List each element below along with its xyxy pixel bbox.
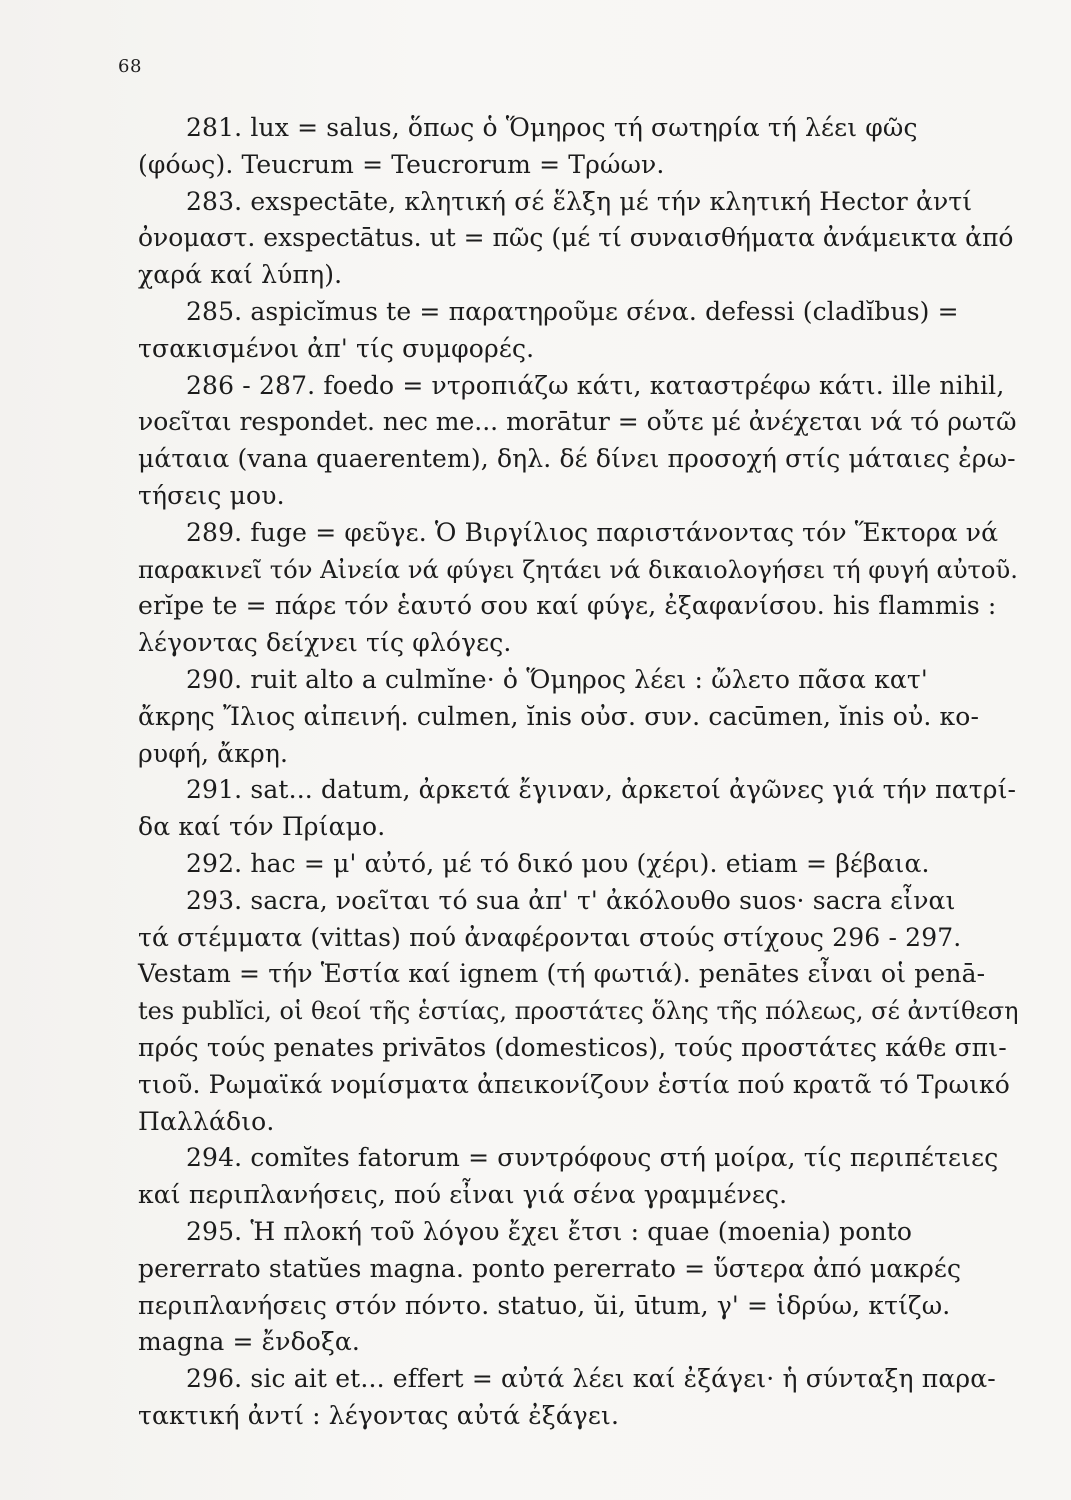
text-line: 285. aspicĭmus te = παρατηροῦμε σένα. defessi (cladĭbus) = — [186, 296, 959, 326]
text-line: ἄκρης Ἴλιος αἰπεινή. culmen, ĭnis οὐσ. συν. cacūmen, ĭnis οὐ. κο- — [138, 701, 980, 731]
text-line: περιπλανήσεις στόν πόντο. statuo, ŭi, ūtum, γ' = ἱδρύω, κτίζω. — [138, 1290, 951, 1320]
text-line: χαρά καί λύπη). — [138, 260, 343, 290]
text-line: (φόως). Teucrum = Teucrorum = Τρώων. — [138, 149, 665, 179]
text-line: 283. exspectāte, κλητική σέ ἕλξη μέ τήν κλητική Hector ἀντί — [186, 186, 973, 216]
text-line: 293. sacra, νοεῖται τό sua ἀπ' τ' ἀκόλουθο suos· sacra εἶναι — [186, 885, 956, 915]
text-line: πρός τούς penates privātos (domesticos), τούς προστάτες κάθε σπι- — [138, 1032, 1007, 1062]
text-line: 296. sic ait et... effert = αὐτά λέει καί ἐξάγει· ἡ σύνταξη παρα- — [186, 1364, 996, 1394]
text-line: Παλλάδιο. — [138, 1106, 275, 1136]
text-line: τήσεις μου. — [138, 480, 285, 510]
text-line: tes publĭci, οἱ θεοί τῆς ἑστίας, προστάτες ὅλης τῆς πόλεως, σέ ἀντίθεση — [138, 997, 1019, 1026]
text-line: καί περιπλανήσεις, πού εἶναι γιά σένα γραμμένες. — [138, 1180, 788, 1210]
text-line: 295. Ἡ πλοκή τοῦ λόγου ἔχει ἔτσι : quae (moenia) ponto — [186, 1216, 913, 1246]
text-line: ρυφή, ἄκρη. — [138, 738, 289, 768]
text-line: erĭpe te = πάρε τόν ἑαυτό σου καί φύγε, ἐξαφανίσου. his flammis : — [138, 591, 997, 621]
text-line: τιοῦ. Ρωμαϊκά νομίσματα ἀπεικονίζουν ἑστία πού κρατᾶ τό Τρωικό — [138, 1069, 1011, 1099]
text-line: 281. lux = salus, ὅπως ὁ Ὅμηρος τή σωτηρία τή λέει φῶς — [186, 113, 918, 142]
text-line: ὀνομαστ. exspectātus. ut = πῶς (μέ τί συναισθήματα ἀνάμεικτα ἀπό — [138, 223, 1014, 253]
text-line: παρακινεῖ τόν Αἰνεία νά φύγει ζητάει νά δικαιολογήσει τή φυγή αὐτοῦ. — [138, 555, 1018, 584]
text-line: 291. sat... datum, ἀρκετά ἔγιναν, ἀρκετοί ἀγῶνες γιά τήν πατρί- — [186, 775, 1017, 805]
text-line: Vestam = τήν Ἑστία καί ignem (τή φωτιά). penātes εἶναι οἱ penā- — [138, 959, 986, 989]
text-line: 286 - 287. foedo = ντροπιάζω κάτι, καταστρέφω κάτι. ille nihil, — [186, 370, 1005, 400]
text-line: τακτική ἀντί : λέγοντας αὐτά ἐξάγει. — [138, 1400, 620, 1430]
text-line: δα καί τόν Πρίαμο. — [138, 812, 386, 842]
text-line: 289. fuge = φεῦγε. Ὁ Βιργίλιος παριστάνοντας τόν Ἕκτορα νά — [186, 517, 999, 547]
text-line: νοεῖται respondet. nec me... morātur = οὔτε μέ ἀνέχεται νά τό ρωτῶ — [138, 407, 1017, 437]
commentary-text — [138, 110, 1018, 1435]
page-number: 68 — [118, 56, 142, 77]
text-line: pererrato statŭes magna. ponto pererrato = ὕστερα ἀπό μακρές — [138, 1253, 962, 1283]
text-line: τά στέμματα (vittas) πού ἀναφέρονται στούς στίχους 296 - 297. — [138, 922, 962, 952]
text-line: 290. ruit alto a culmĭne· ὁ Ὅμηρος λέει : ὤλετο πᾶσα κατ' — [186, 664, 928, 694]
text-line: magna = ἔνδοξα. — [138, 1327, 361, 1357]
text-line: 292. hac = μ' αὐτό, μέ τό δικό μου (χέρι). etiam = βέβαια. — [186, 848, 930, 878]
text-line: 294. comĭtes fatorum = συντρόφους στή μοίρα, τίς περιπέτειες — [186, 1143, 999, 1173]
text-line: τσακισμένοι ἀπ' τίς συμφορές. — [138, 333, 535, 363]
text-line: λέγοντας δείχνει τίς φλόγες. — [138, 628, 512, 658]
text-line: μάταια (vana quaerentem), δηλ. δέ δίνει προσοχή στίς μάταιες ἐρω- — [138, 444, 1016, 474]
